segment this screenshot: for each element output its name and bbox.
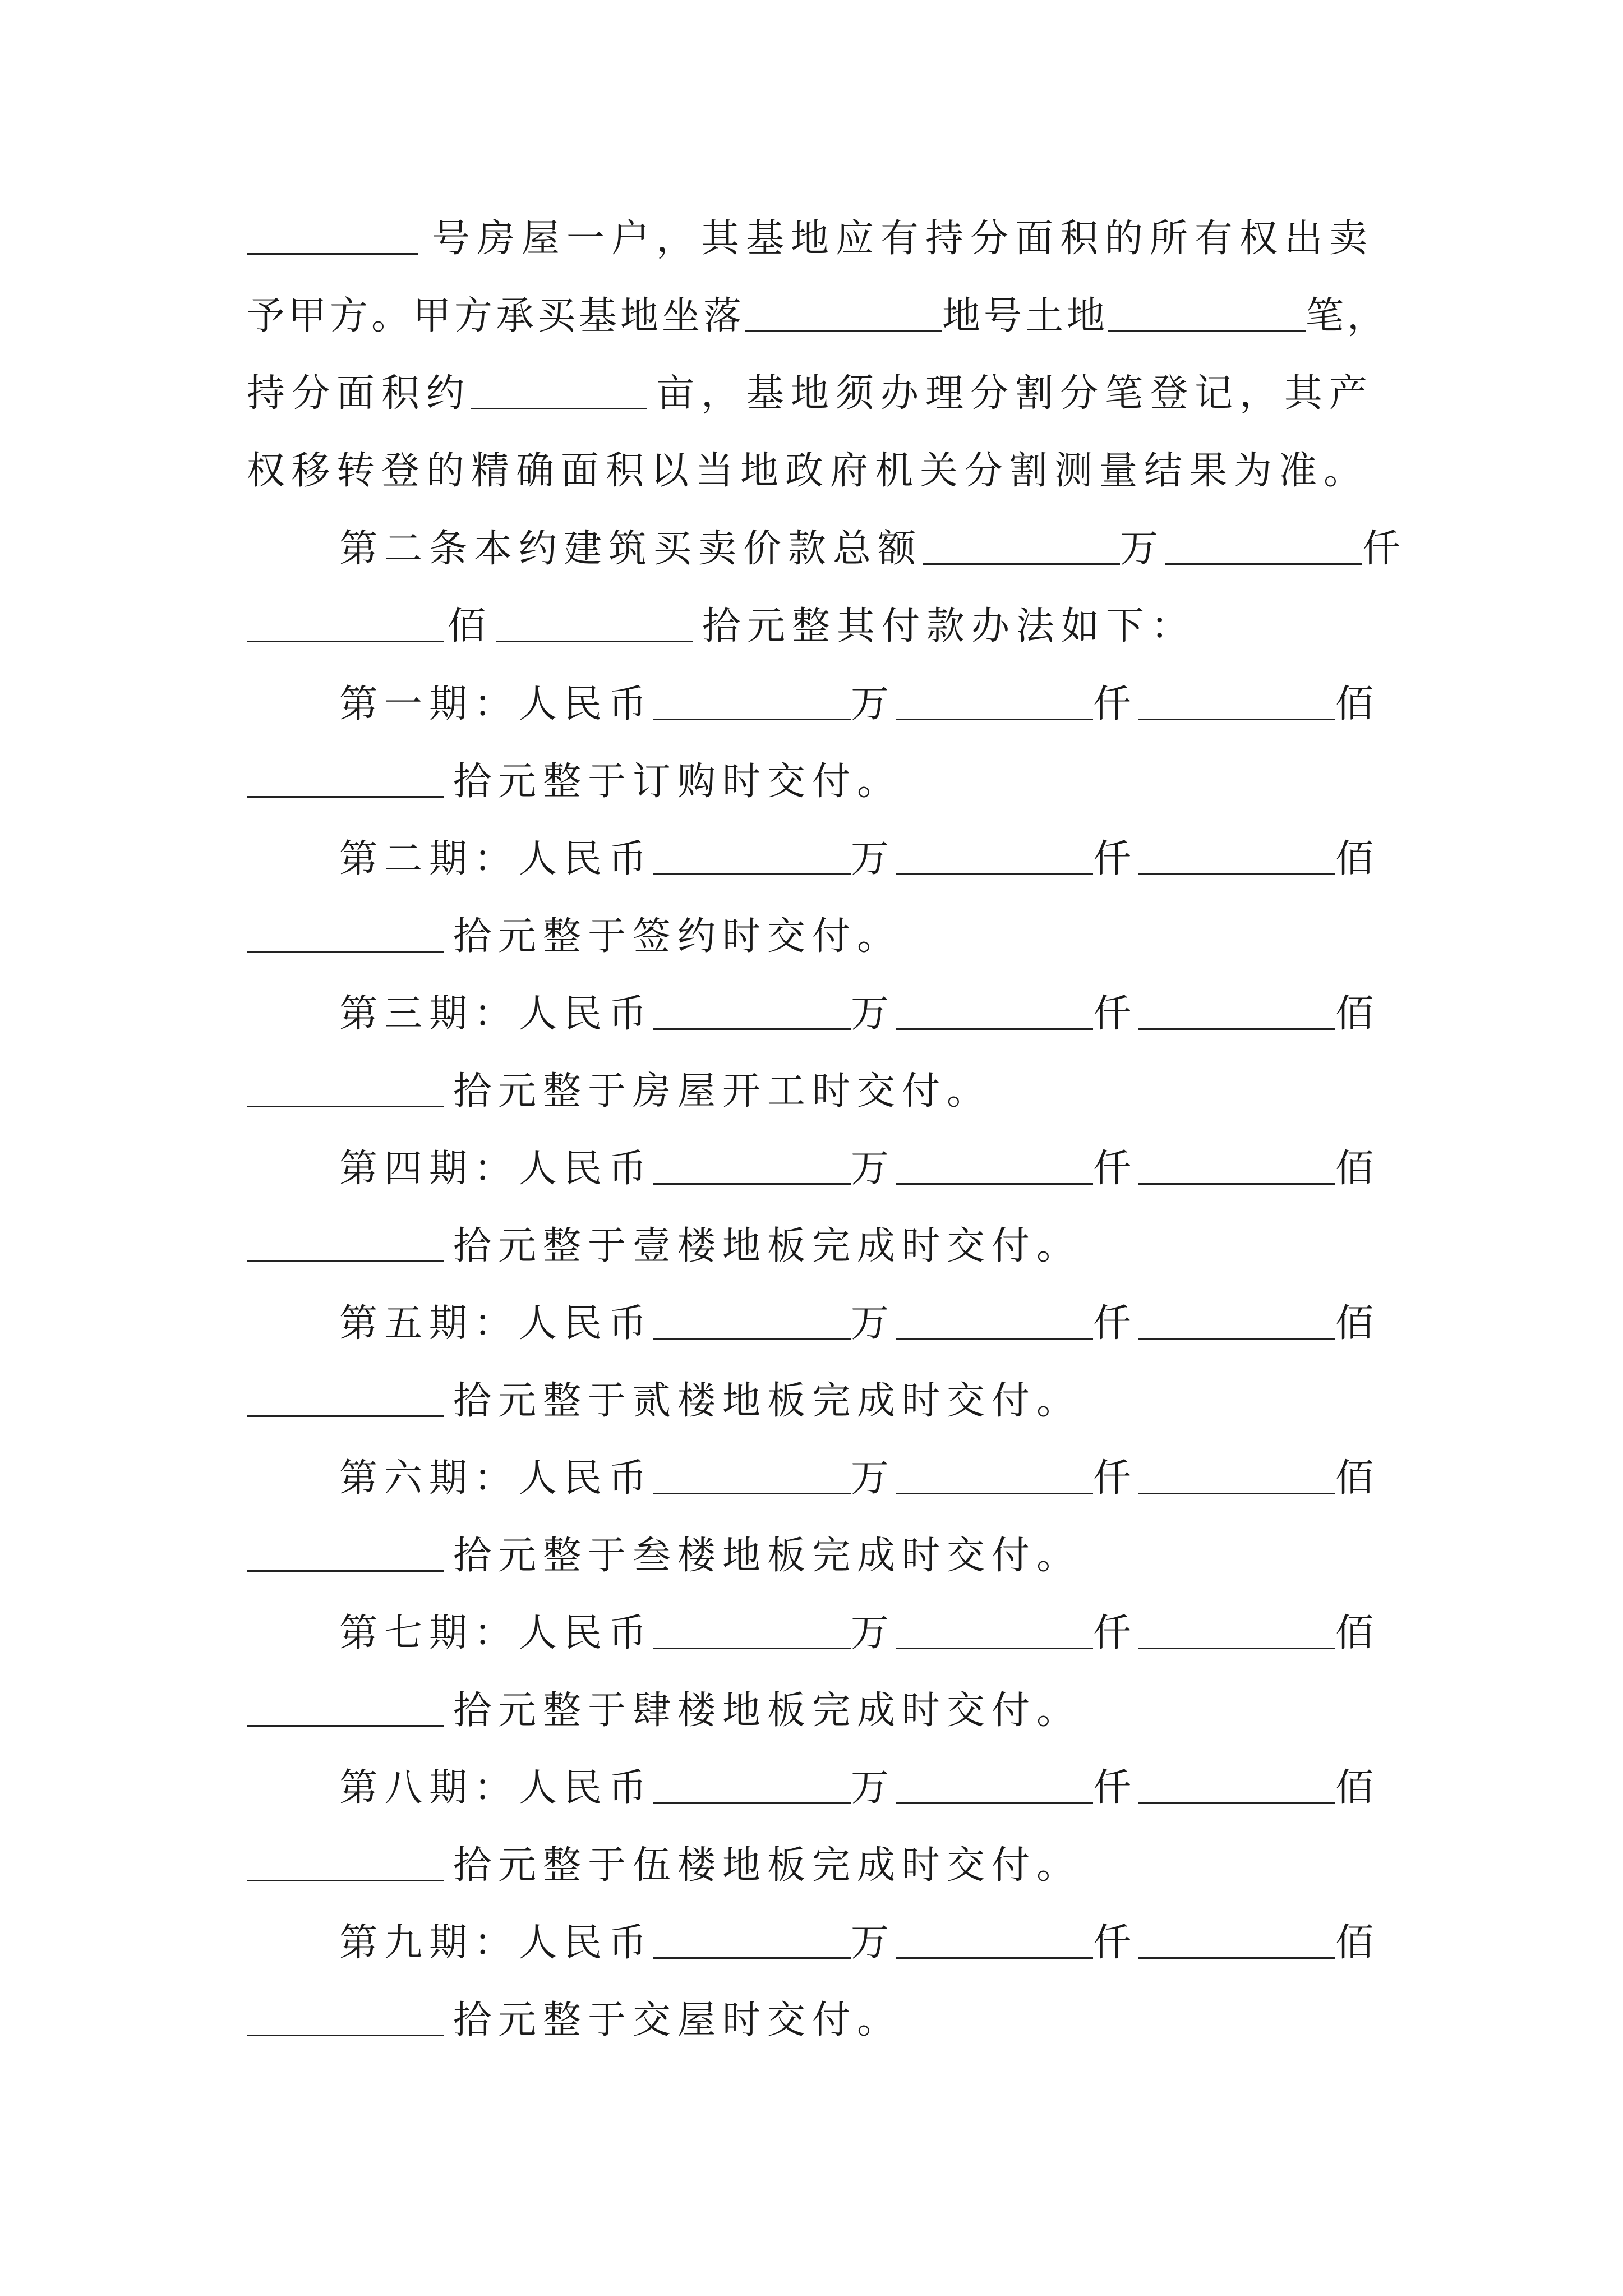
fill-blank xyxy=(653,1955,851,1959)
article2-text: 拾元整其付款办法如下： xyxy=(702,604,1196,648)
unit-bai: 佰 xyxy=(448,604,493,648)
unit-bai: 佰 xyxy=(1335,992,1381,1036)
fill-blank xyxy=(745,328,942,332)
installment-label: 第七期： xyxy=(339,1611,519,1655)
currency-label: 人民币 xyxy=(519,992,654,1036)
fill-blank xyxy=(247,638,444,642)
fill-blank xyxy=(247,794,444,798)
unit-bai: 佰 xyxy=(1335,1766,1381,1810)
fill-blank xyxy=(653,1026,851,1030)
unit-qian: 仟 xyxy=(1093,992,1138,1036)
fill-blank xyxy=(1138,1800,1335,1804)
installment-tail-line xyxy=(247,1818,1374,1888)
fill-blank xyxy=(1138,1490,1335,1494)
unit-bai: 佰 xyxy=(1335,1611,1381,1655)
fill-blank xyxy=(471,406,647,409)
installment-tail: 拾元整于叁楼地板完成时交付。 xyxy=(453,1534,1082,1578)
intro-text: 笔， xyxy=(1306,294,1389,338)
fill-blank xyxy=(247,1568,444,1572)
currency-label: 人民币 xyxy=(519,1301,654,1346)
unit-wan: 万 xyxy=(851,837,896,881)
installment-tail-line xyxy=(247,1198,1374,1266)
installment-label: 第四期： xyxy=(339,1147,519,1191)
unit-bai: 佰 xyxy=(1335,1456,1381,1501)
fill-blank xyxy=(1138,1955,1335,1959)
installment-lead xyxy=(339,1921,654,1965)
currency-label: 人民币 xyxy=(519,1766,654,1810)
fill-blank xyxy=(653,1181,851,1185)
article2-text: 第二条本约建筑买卖价款总额 xyxy=(339,527,923,571)
unit-wan: 万 xyxy=(851,682,896,726)
fill-blank xyxy=(1138,1026,1335,1030)
installment-tail: 拾元整于订购时交付。 xyxy=(453,760,902,804)
unit-wan: 万 xyxy=(851,1921,896,1965)
currency-label: 人民币 xyxy=(519,682,654,726)
installment-lead xyxy=(339,992,654,1036)
installment-amount-line xyxy=(339,1895,1381,1965)
installment-lead xyxy=(339,1766,654,1810)
unit-wan: 万 xyxy=(851,992,896,1036)
fill-blank xyxy=(653,871,851,875)
fill-blank xyxy=(896,1490,1093,1494)
fill-blank xyxy=(247,1103,444,1107)
installment-tail: 拾元整于交屋时交付。 xyxy=(453,1998,902,2042)
installment-tail: 拾元整于肆楼地板完成时交付。 xyxy=(453,1688,1082,1733)
fill-blank xyxy=(1138,871,1335,875)
unit-wan: 万 xyxy=(851,1611,896,1655)
fill-blank xyxy=(247,1413,444,1417)
intro-text: 地号土地 xyxy=(942,294,1109,338)
installment-label: 第一期： xyxy=(339,682,519,726)
unit-qian: 仟 xyxy=(1362,527,1408,571)
fill-blank xyxy=(653,716,851,720)
article2-line-1 xyxy=(339,501,1408,571)
fill-blank xyxy=(923,561,1120,565)
fill-blank xyxy=(896,1645,1093,1649)
fill-blank xyxy=(896,871,1093,875)
fill-blank xyxy=(653,1336,851,1340)
fill-blank xyxy=(1108,328,1306,332)
installment-label: 第九期： xyxy=(339,1921,519,1965)
unit-bai: 佰 xyxy=(1335,1301,1381,1346)
installment-amount-line xyxy=(339,1121,1381,1191)
unit-qian: 仟 xyxy=(1093,1611,1138,1655)
unit-qian: 仟 xyxy=(1093,1921,1138,1965)
unit-wan: 万 xyxy=(1120,527,1165,571)
fill-blank xyxy=(1138,1181,1335,1185)
intro-text: 亩，基地须办理分割分笔登记，其产 xyxy=(656,371,1374,416)
fill-blank xyxy=(1165,561,1362,565)
installment-lead xyxy=(339,1611,654,1655)
fill-blank xyxy=(247,251,418,255)
installment-lead xyxy=(339,1147,654,1191)
installment-lead xyxy=(339,1456,654,1501)
unit-qian: 仟 xyxy=(1093,1301,1138,1346)
currency-label: 人民币 xyxy=(519,837,654,881)
installment-label: 第八期： xyxy=(339,1766,519,1810)
installment-tail: 拾元整于壹楼地板完成时交付。 xyxy=(453,1224,1082,1268)
installment-label: 第二期： xyxy=(339,837,519,881)
intro-line-4 xyxy=(247,423,1374,493)
fill-blank xyxy=(896,716,1093,720)
fill-blank xyxy=(247,949,444,953)
fill-blank xyxy=(247,1258,444,1262)
unit-wan: 万 xyxy=(851,1766,896,1810)
currency-label: 人民币 xyxy=(519,1921,654,1965)
fill-blank xyxy=(1138,1336,1335,1340)
fill-blank xyxy=(896,1800,1093,1804)
installment-lead xyxy=(339,837,654,881)
fill-blank xyxy=(247,1723,444,1727)
unit-qian: 仟 xyxy=(1093,1766,1138,1810)
intro-text: 号房屋一户，其基地应有持分面积的所有权出卖 xyxy=(431,217,1374,261)
intro-line-3 xyxy=(247,346,1374,416)
installment-tail: 拾元整于房屋开工时交付。 xyxy=(453,1069,992,1114)
installment-amount-line xyxy=(339,1740,1381,1810)
unit-bai: 佰 xyxy=(1335,682,1381,726)
installment-tail: 拾元整于伍楼地板完成时交付。 xyxy=(453,1843,1082,1888)
fill-blank xyxy=(247,2032,444,2036)
intro-line-1 xyxy=(247,191,1374,261)
fill-blank xyxy=(247,1878,444,1881)
installment-tail: 拾元整于签约时交付。 xyxy=(453,914,902,959)
installment-lead xyxy=(339,1301,654,1346)
installment-amount-line xyxy=(339,966,1381,1036)
installment-label: 第三期： xyxy=(339,992,519,1036)
installment-amount-line xyxy=(339,811,1381,881)
fill-blank xyxy=(1138,716,1335,720)
installment-tail-line xyxy=(247,1353,1374,1423)
unit-qian: 仟 xyxy=(1093,837,1138,881)
unit-bai: 佰 xyxy=(1335,1921,1381,1965)
unit-qian: 仟 xyxy=(1093,1147,1138,1191)
intro-text: 持分面积约 xyxy=(247,371,472,416)
installment-tail-line xyxy=(247,1508,1374,1578)
installment-tail-line xyxy=(247,1972,1374,2040)
unit-wan: 万 xyxy=(851,1456,896,1501)
fill-blank xyxy=(653,1800,851,1804)
fill-blank xyxy=(896,1181,1093,1185)
unit-bai: 佰 xyxy=(1335,837,1381,881)
installment-tail-line xyxy=(247,734,1374,804)
fill-blank xyxy=(496,638,693,642)
intro-line-2 xyxy=(247,268,1389,338)
intro-text: 权移转登的精确面积以当地政府机关分割测量结果为准。 xyxy=(247,449,1369,493)
fill-blank xyxy=(1138,1645,1335,1649)
installment-lead xyxy=(339,682,654,726)
installment-label: 第五期： xyxy=(339,1301,519,1346)
installment-amount-line xyxy=(339,1276,1381,1346)
installment-amount-line xyxy=(339,656,1381,726)
installment-tail: 拾元整于贰楼地板完成时交付。 xyxy=(453,1379,1082,1423)
unit-bai: 佰 xyxy=(1335,1147,1381,1191)
fill-blank xyxy=(896,1026,1093,1030)
unit-wan: 万 xyxy=(851,1301,896,1346)
currency-label: 人民币 xyxy=(519,1456,654,1501)
currency-label: 人民币 xyxy=(519,1611,654,1655)
installment-amount-line xyxy=(339,1430,1381,1501)
fill-blank xyxy=(653,1490,851,1494)
installment-label: 第六期： xyxy=(339,1456,519,1501)
installment-tail-line xyxy=(247,1043,1374,1114)
unit-qian: 仟 xyxy=(1093,1456,1138,1501)
installment-tail-line xyxy=(247,889,1374,959)
article2-line-2 xyxy=(247,578,1374,646)
installment-tail-line xyxy=(247,1663,1374,1733)
installment-amount-line xyxy=(339,1585,1381,1655)
unit-qian: 仟 xyxy=(1093,682,1138,726)
fill-blank xyxy=(896,1955,1093,1959)
unit-wan: 万 xyxy=(851,1147,896,1191)
currency-label: 人民币 xyxy=(519,1147,654,1191)
intro-text: 予甲方。甲方承买基地坐落 xyxy=(247,294,745,338)
fill-blank xyxy=(896,1336,1093,1340)
fill-blank xyxy=(653,1645,851,1649)
